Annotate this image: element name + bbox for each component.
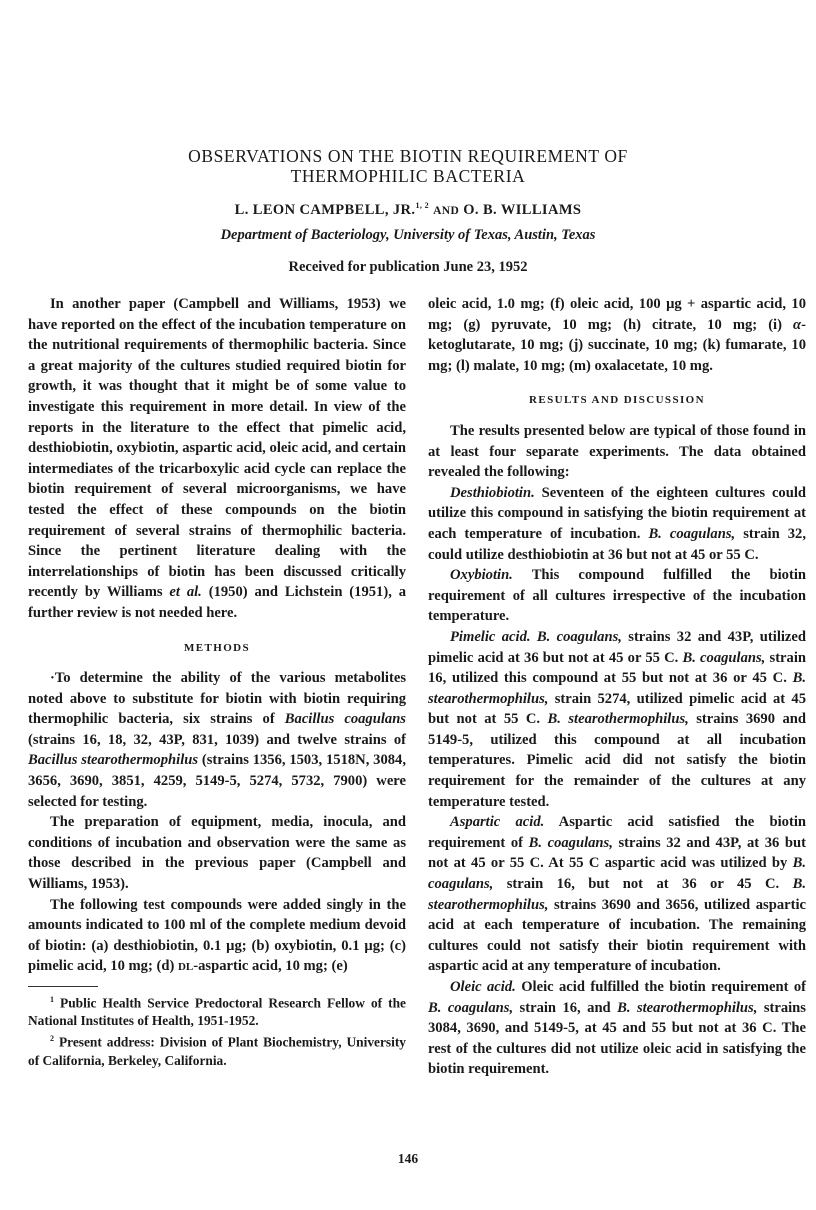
title-line-2: THERMOPHILIC BACTERIA [290, 166, 526, 186]
received-date: Received for publication June 23, 1952 [288, 259, 528, 275]
page-number: 146 [397, 1151, 419, 1166]
right-column [428, 294, 806, 1080]
oleic-acid-paragraph: Oleic acid. Oleic acid fulfilled the biotin requirement of B. coagulans, strain 16, and B. stearothermophilus, strains 3084, 3690, and 5149-5, at 45 and 55 but not at 36 C. The rest of the cultures did not utilize oleic acid in satisfying the biotin requirement. [428, 979, 806, 1078]
aspartic-acid-paragraph: Aspartic acid. Aspartic acid satisfied the biotin requirement of B. coagulans, strains 32 and 43P, at 36 but not at 45 or 55 C. At 55 C aspartic acid was utilized by B. coagulans, strain 16, but not at 36 or 45 C. B. stearothermophilus, strains 3690 and 3656, utilized aspartic acid at each temperature of incubation. The remaining cultures could not satisfy their biotin requirement with aspartic acid at any temperature of incubation. [428, 814, 806, 975]
desthiobiotin-paragraph: Desthiobiotin. Seventeen of the eighteen cultures could utilize this compound in satisfying the biotin requirement at each temperature of incubation. B. coagulans, strain 32, could utilize desthiobiotin at 36 but not at 45 or 55 C. [428, 484, 806, 563]
left-column [28, 294, 406, 1070]
author-1-footnote-marks: 1, 2 [415, 201, 430, 210]
footnote-rule [28, 986, 98, 987]
results-paragraph-1: The results presented below are typical of those found in at least four separate experiments. The data obtained revealed the following: [428, 422, 806, 481]
affiliation: Department of Bacteriology, University of Texas, Austin, Texas [220, 227, 596, 243]
methods-paragraph-2: The preparation of equipment, media, inocula, and conditions of incubation and observation were the same as those described in the previous paper (Campbell and Williams, 1953). [28, 814, 406, 893]
author-line [100, 201, 716, 219]
footnote-1: $^1$ Public Health Service Predoctoral Research Fellow of the National Institutes of Health, 1951-1952. [28, 995, 406, 1029]
article-title [100, 146, 716, 186]
author-2: O. B. WILLIAMS [463, 201, 582, 218]
oxybiotin-paragraph: Oxybiotin. This compound fulfilled the biotin requirement of all cultures irrespective of the incubation temperature. [428, 567, 806, 625]
pimelic-acid-paragraph: Pimelic acid. B. coagulans, strains 32 and 43P, utilized pimelic acid at 36 but not at 45 or 55 C. B. coagulans, strain 16, utilized this compound at 55 but not at 36 or 45 C. B. stearothermophilus, strain 5274, utilized pimelic acid at 45 but not at 55 C. B. stearothermophilus, strains 3690 and 5149-5, utilized this compound at all incubation temperatures. Pimelic acid did not satisfy the biotin requirement for the remainder of the cultures at any temperature tested. [428, 628, 807, 810]
methods-paragraph-3: The following test compounds were added singly in the amounts indicated to 100 ml of the complete medium devoid of biotin: (a) desthiobiotin, 0.1 μg; (b) oxybiotin, 0.1 μg; (c) pimelic acid, 10 mg; (d) DL-aspartic acid, 10 mg; (e) [28, 896, 406, 975]
methods-paragraph-1: ·To determine the ability of the various metabolites noted above to substitute for biotin with biotin requiring thermophilic bacteria, six strains of Bacillus coagulans (strains 16, 18, 32, 43P, 831, 1039) and twelve strains of Bacillus stearothermophilus (strains 1356, 1503, 1518N, 3084, 3656, 3690, 3851, 4259, 5149-5, 5274, 5732, 7900) were selected for testing. [28, 670, 406, 810]
methods-heading: METHODS [183, 641, 251, 654]
intro-paragraph: In another paper (Campbell and Williams, 1953) we have reported on the effect of the incubation temperature on the nutritional requirements of thermophilic bacteria. Since a great majority of the cultures studied required biotin for growth, it was thought that it might be of some value to investigate this requirement in more detail. In view of the reports in the literature to the effect that pimelic acid, desthiobiotin, oxybiotin, aspartic acid, oleic acid, and certain intermediates of the tricarboxylic acid cycle can replace the biotin requirement of several microorganisms, we have tested the effect of these compounds on the biotin requirement of several strains of thermophilic bacteria. Since the pertinent literature dealing with the interrelationships of biotin has been discussed critically recently by Williams et al. (1950) and Lichstein (1951), a further review is not needed here. [28, 296, 407, 621]
author-conjunction: AND [433, 204, 460, 217]
author-1: L. LEON CAMPBELL, JR. [234, 201, 416, 218]
results-heading: RESULTS AND DISCUSSION [529, 394, 705, 407]
methods-continuation: oleic acid, 1.0 mg; (f) oleic acid, 100 μg + aspartic acid, 10 mg; (g) pyruvate, 10 mg; (h) citrate, 10 mg; (i) α-ketoglutarate, 10 mg; (j) succinate, 10 mg; (k) fumarate, 10 mg; (l) malate, 10 mg; (m) oxalacetate, 10 mg. [428, 296, 806, 374]
footnote-2: $^2$ Present address: Division of Plant Biochemistry, University of California, Berkeley, California. [28, 1034, 406, 1068]
title-line-1: OBSERVATIONS ON THE BIOTIN REQUIREMENT OF [188, 146, 628, 166]
